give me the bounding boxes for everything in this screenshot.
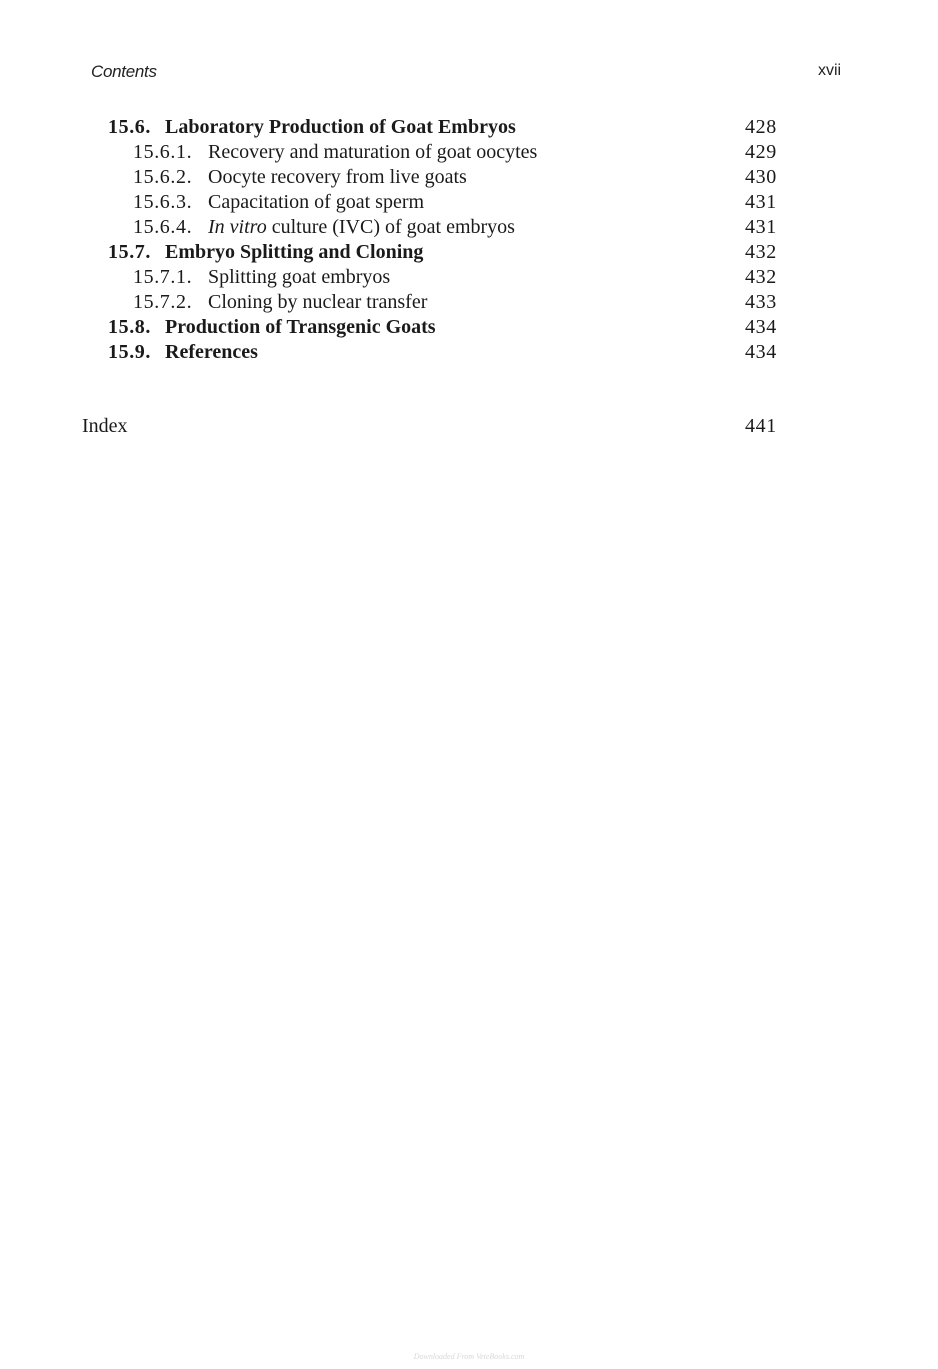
toc-entry-title: Recovery and maturation of goat oocytes — [208, 141, 538, 163]
toc-entry — [108, 115, 516, 140]
toc-entry-page: 429 — [745, 141, 777, 163]
toc-entry-page: 433 — [745, 291, 777, 313]
toc-entry-page: 432 — [745, 241, 777, 263]
toc-entry-number: 15.6.2. — [133, 166, 193, 188]
toc-entry — [133, 290, 427, 315]
toc-entry — [133, 165, 467, 190]
toc-entry — [133, 140, 537, 165]
toc-entry-title: Capacitation of goat sperm — [208, 191, 425, 213]
toc-entry-page: 430 — [745, 166, 777, 188]
toc-entry-title: culture (IVC) of goat embryos — [266, 216, 515, 238]
toc-entry-page: 431 — [745, 216, 777, 238]
toc-entry-page: 434 — [745, 341, 777, 363]
toc-entry-title-italic: In vitro — [208, 216, 267, 238]
toc-entry-title: Oocyte recovery from live goats — [208, 166, 467, 188]
toc-entry-page: 434 — [745, 316, 777, 338]
running-head: Contents — [91, 62, 157, 81]
toc-entry-number: 15.7.2. — [133, 291, 193, 313]
toc-entry-title: Laboratory Production of Goat Embryos — [165, 116, 516, 138]
toc-entry-title: References — [165, 341, 258, 363]
toc-entry-number: 15.8. — [108, 316, 151, 338]
toc-entry — [108, 315, 436, 340]
toc-entry-number: 15.6.3. — [133, 191, 193, 213]
toc-entry-title: Cloning by nuclear transfer — [208, 291, 428, 313]
toc-entry-number: 15.6. — [108, 116, 151, 138]
toc-entry-title: Splitting goat embryos — [208, 266, 391, 288]
toc-entry-number: 15.9. — [108, 341, 151, 363]
toc-entry-number: 15.7.1. — [133, 266, 193, 288]
footer-watermark: Downloaded From VeteBooks.com — [413, 1352, 525, 1361]
toc-entry — [133, 265, 390, 290]
index-page: 441 — [745, 415, 777, 437]
toc-entry-page: 431 — [745, 191, 777, 213]
page-number: xvii — [818, 62, 842, 79]
toc-entry-title: Embryo Splitting and Cloning — [165, 241, 424, 263]
toc-entry-page: 432 — [745, 266, 777, 288]
toc-entry-page: 428 — [745, 116, 777, 138]
toc-entry-title: Production of Transgenic Goats — [165, 316, 436, 338]
toc-entry — [108, 240, 423, 265]
toc-entry-number: 15.6.4. — [133, 216, 193, 238]
toc-entry — [133, 215, 515, 240]
index-title: Index — [82, 415, 128, 437]
toc-entry — [133, 190, 424, 215]
toc-entry-number: 15.7. — [108, 241, 151, 263]
toc-entry — [108, 340, 258, 365]
toc-entry-number: 15.6.1. — [133, 141, 193, 163]
